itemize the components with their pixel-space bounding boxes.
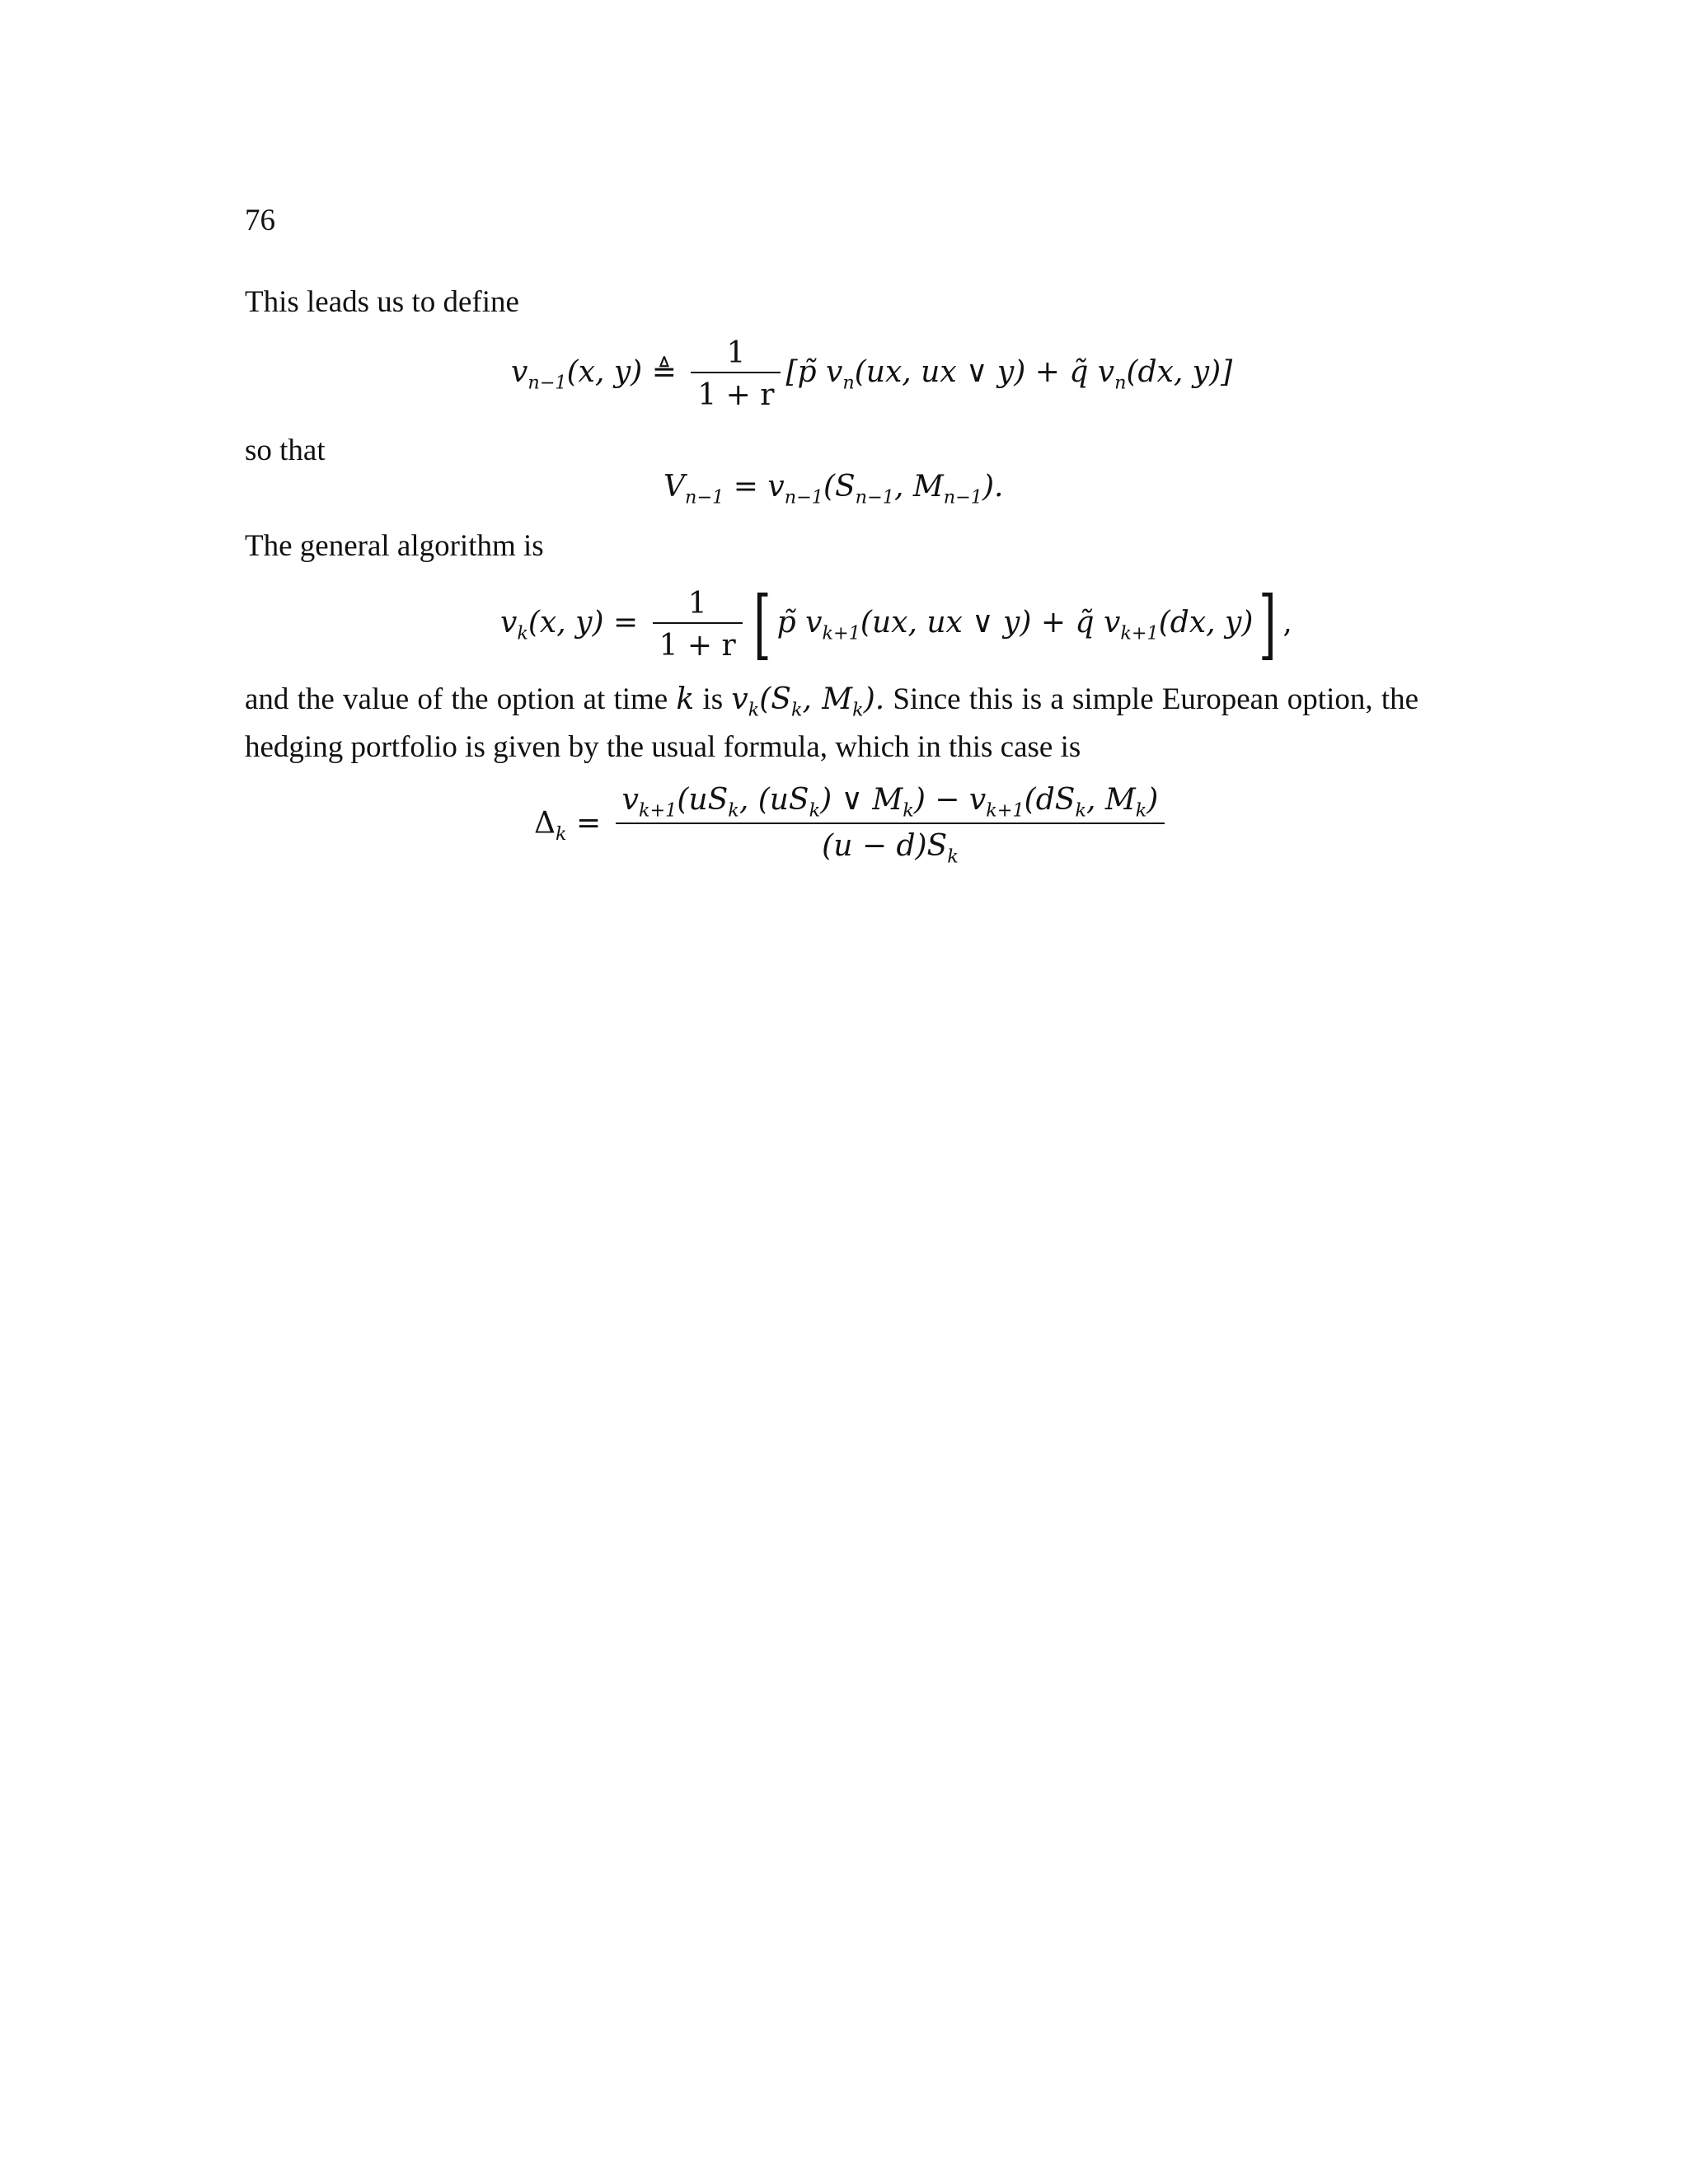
eq1-fraction <box>691 336 781 412</box>
p4-math-vk <box>731 682 885 721</box>
eq1-denominator: 1 + r <box>691 372 781 412</box>
eq2-rhs-sub3: n−1 <box>943 486 982 509</box>
eq4-num-e: ) − v <box>913 783 987 817</box>
eq2-rhs-v: v <box>767 470 785 504</box>
eq4-num-s5: k+1 <box>986 799 1025 822</box>
p4-text-b: is <box>702 682 724 716</box>
paragraph-intro: This leads us to define <box>245 285 519 319</box>
eq1-rhs: [p̃ v <box>785 355 843 389</box>
eq4-num-s1: k+1 <box>638 799 678 822</box>
eq4-num-b: (uS <box>677 783 729 817</box>
eq1-rhs-mid: (ux, ux ∨ y) + q̃ v <box>854 355 1115 389</box>
eq2-lhs-v: V <box>663 470 685 504</box>
eq4-num-g: , M <box>1085 783 1136 817</box>
p4-args: (S <box>759 682 791 716</box>
eq2-rhs-a: (S <box>823 470 856 504</box>
p4-math-k: k <box>676 682 695 716</box>
p4-vk-sub: k <box>748 699 760 721</box>
eq3-open-bracket: [ <box>753 580 771 668</box>
paragraph-option-value <box>245 681 1418 766</box>
eq1-relation: ≜ <box>651 355 677 389</box>
equation-define-v <box>511 336 1232 412</box>
eq3-relation: = <box>612 606 639 640</box>
eq4-den-a: (u − d)S <box>822 829 948 864</box>
eq4-den-s: k <box>947 846 959 868</box>
p4-args-k2: k <box>852 699 864 721</box>
eq3-trailing-comma: , <box>1282 606 1292 640</box>
paragraph-general-algorithm: The general algorithm is <box>245 529 544 563</box>
eq2-rhs-b: , M <box>893 470 944 504</box>
eq2-rhs-end: ). <box>982 470 1004 504</box>
eq4-num-s7: k <box>1135 799 1147 822</box>
eq4-num-f: (dS <box>1024 783 1076 817</box>
eq2-relation: = <box>733 470 758 504</box>
eq3-close-bracket: ] <box>1259 580 1278 668</box>
eq4-denominator <box>616 823 1165 867</box>
eq2-rhs-sub: n−1 <box>784 486 823 509</box>
eq2-lhs-sub: n−1 <box>685 486 724 509</box>
p4-text-c: Since this is a simple European option, the hedging portfolio is given by the usual formula, which in this case is <box>245 682 1419 765</box>
eq4-num-s6: k <box>1075 799 1086 822</box>
eq3-rhs-sub1: k+1 <box>822 622 860 644</box>
eq3-rhs-a: p̃ v <box>776 606 823 640</box>
eq1-rhs-end: (dx, y)] <box>1126 355 1233 389</box>
eq4-num-h: ) <box>1146 783 1159 817</box>
eq2-rhs-sub2: n−1 <box>855 486 894 509</box>
equation-value <box>663 470 1003 508</box>
p4-args-end: ). <box>863 682 885 716</box>
eq3-rhs-sub2: k+1 <box>1120 622 1159 644</box>
eq4-num-s3: k <box>809 799 821 822</box>
eq1-lhs-args: (x, y) <box>566 355 643 389</box>
eq3-fraction <box>653 587 743 663</box>
p4-vk: v <box>731 682 748 716</box>
equation-recursion <box>500 580 1292 668</box>
eq1-numerator: 1 <box>726 336 746 370</box>
p4-args-mid: , M <box>802 682 853 716</box>
eq4-numerator <box>616 783 1165 823</box>
eq3-lhs-args: (x, y) <box>528 606 604 640</box>
p4-text-a: and the value of the option at time <box>245 682 668 716</box>
eq4-num-a: v <box>621 783 639 817</box>
eq1-rhs-sub2: n <box>1114 372 1127 394</box>
eq4-lhs-sub: k <box>556 823 567 845</box>
eq1-lhs-v: v <box>511 355 528 389</box>
eq3-rhs-mid: (ux, ux ∨ y) + q̃ v <box>860 606 1121 640</box>
eq3-denominator: 1 + r <box>653 622 743 663</box>
eq4-relation: = <box>575 806 602 841</box>
paragraph-so-that: so that <box>245 434 326 467</box>
eq3-lhs-v: v <box>500 606 518 640</box>
eq3-rhs-end: (dx, y) <box>1158 606 1254 640</box>
eq4-num-d: ) ∨ M <box>820 783 903 817</box>
eq4-lhs-delta: Δ <box>534 806 556 841</box>
eq4-fraction <box>616 783 1165 868</box>
eq4-num-c: , (uS <box>738 783 809 817</box>
eq4-num-s2: k <box>728 799 739 822</box>
page-number: 76 <box>245 204 275 237</box>
eq3-numerator: 1 <box>687 587 707 621</box>
equation-delta-hedge <box>534 783 1170 868</box>
eq3-lhs-sub: k <box>517 622 528 644</box>
eq1-rhs-sub1: n <box>842 372 855 394</box>
p4-args-k1: k <box>790 699 803 721</box>
eq1-lhs-sub: n−1 <box>528 372 567 394</box>
eq4-num-s4: k <box>903 799 914 822</box>
